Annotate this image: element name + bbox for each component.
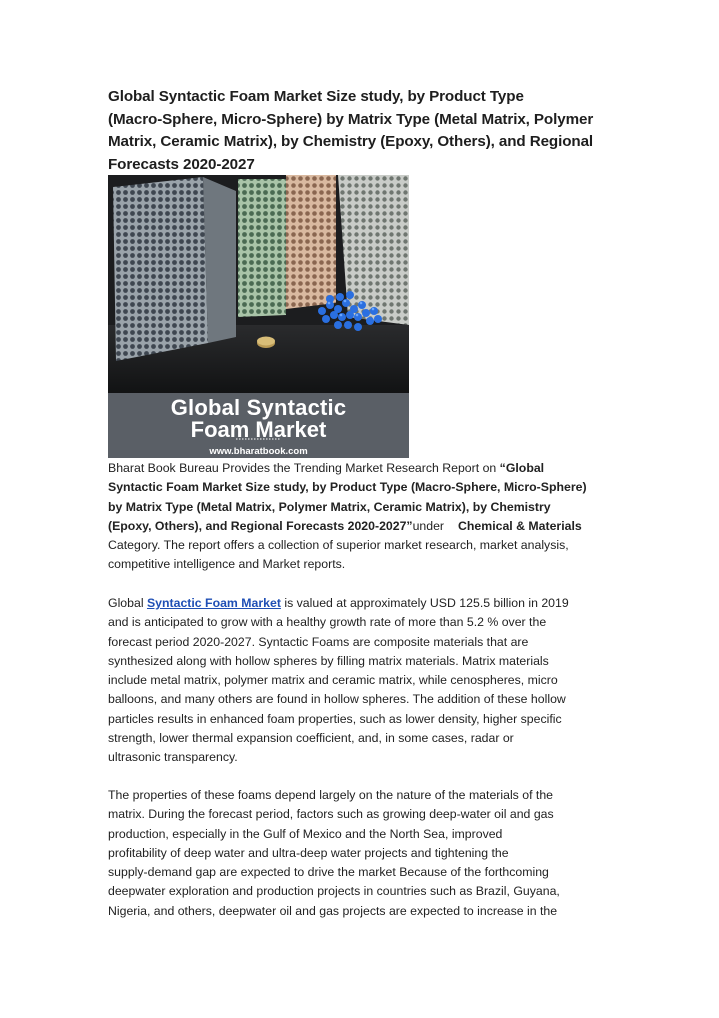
intro-line: [108, 459, 614, 478]
paragraph-line: deepwater exploration and production projects in countries such as Brazil, Guyana,: [108, 884, 560, 899]
properties-paragraph: [108, 786, 614, 921]
paragraph-line: balloons, and many others are found in hollow spheres. The addition of these hollow: [108, 692, 566, 707]
intro-bold-line: Syntactic Foam Market Size study, by Product Type (Macro-Sphere, Micro-Sphere): [108, 480, 587, 495]
paragraph-line: matrix. During the forecast period, factors such as growing deep-water oil and gas: [108, 807, 554, 822]
intro-bold-line: by Matrix Type (Metal Matrix, Polymer Matrix, Ceramic Matrix), by Chemistry: [108, 499, 551, 514]
intro-bold-title-end: (Epoxy, Others), and Regional Forecasts 2020-2027”: [108, 518, 413, 533]
paragraph-line: and is anticipated to grow with a healthy growth rate of more than 5.2 % over the: [108, 615, 547, 630]
syntactic-foam-market-link[interactable]: Syntactic Foam Market: [146, 596, 281, 610]
hero-heading: [108, 397, 409, 441]
paragraph-line: forecast period 2020-2027. Syntactic Foams are composite materials that are: [108, 634, 529, 649]
paragraph-line: The properties of these foams depend largely on the nature of the materials of the: [108, 788, 554, 802]
paragraph-line: supply-demand gap are expected to drive the market Because of the forthcoming: [108, 865, 549, 880]
hero-heading-line1: Global Syntactic: [170, 395, 347, 420]
paragraph-line: [108, 594, 614, 613]
intro-under: under: [412, 518, 445, 533]
title-line: Global Syntactic Foam Market Size study, by Product Type: [108, 88, 524, 105]
title-line: Forecasts 2020-2027: [108, 155, 255, 173]
intro-line: [108, 517, 614, 536]
paragraph-line: synthesized along with hollow spheres by filling matrix materials. Matrix materials: [108, 653, 549, 668]
intro-prefix: Bharat Book Bureau Provides the Trending Market Research Report on: [108, 461, 500, 475]
paragraph-line: particles results in enhanced foam properties, such as lower density, higher specific: [108, 711, 562, 726]
title-line: (Macro-Sphere, Micro-Sphere) by Matrix Type (Metal Matrix, Polymer: [108, 110, 594, 128]
paragraph-line: profitability of deep water and ultra-deep water projects and tightening the: [108, 845, 509, 860]
intro-line: competitive intelligence and Market reports.: [108, 557, 346, 572]
hero-heading-line2: Foam Market: [190, 417, 327, 442]
market-paragraph: [108, 594, 614, 768]
title-line: Matrix, Ceramic Matrix), by Chemistry (Epoxy, Others), and Regional: [108, 133, 594, 150]
intro-bold-title: “Global: [499, 461, 545, 475]
paragraph-line: Nigeria, and others, deepwater oil and gas projects are expected to increase in the: [108, 903, 558, 918]
paragraph-line: production, especially in the Gulf of Mexico and the North Sea, improved: [108, 826, 503, 841]
para2-prefix: Global: [108, 596, 147, 610]
document-title: [108, 86, 628, 176]
category-label: Chemical & Materials: [458, 518, 582, 533]
paragraph-line: include metal matrix, polymer matrix and ceramic matrix, while cenospheres, micro: [108, 673, 558, 688]
para2-line-rest: is valued at approximately USD 125.5 billion in 2019: [280, 596, 569, 610]
paragraph-line: strength, lower thermal expansion coefficient, and, in some cases, radar or: [108, 731, 514, 746]
intro-paragraph: [108, 459, 614, 575]
hero-image: [108, 175, 409, 458]
intro-line: Category. The report offers a collection of superior market research, market analysis,: [108, 538, 569, 553]
paragraph-line: ultrasonic transparency.: [108, 750, 238, 765]
hero-url: www.bharatbook.com: [209, 446, 308, 457]
